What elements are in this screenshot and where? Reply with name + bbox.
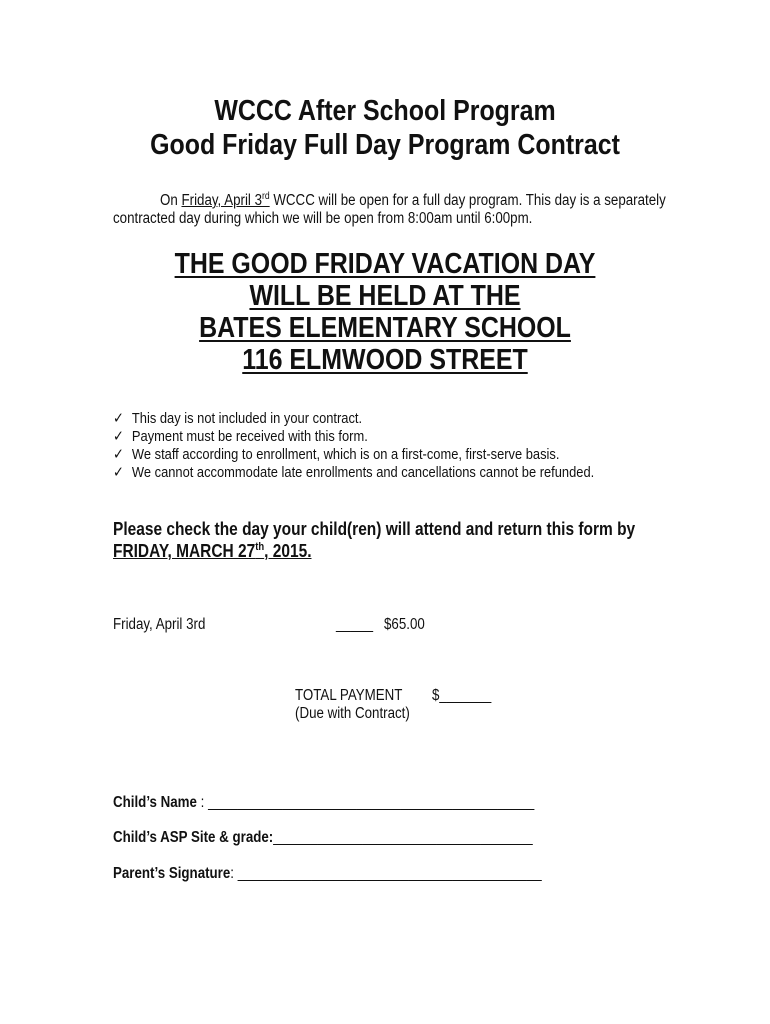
venue-announcement [0, 248, 770, 376]
venue-line-2: WILL BE HELD AT THE [249, 280, 521, 312]
check-icon: ✓ [113, 428, 124, 445]
intro-line-1 [160, 192, 748, 210]
parent-signature-label: Parent’s Signature [113, 865, 231, 882]
checklist-item: ✓ We staff according to enrollment, which is on a first-come, first-serve basis. [113, 446, 560, 463]
check-icon: ✓ [113, 410, 124, 427]
venue-line-4: 116 ELMWOOD STREET [242, 344, 528, 376]
title-line-1: WCCC After School Program [214, 95, 556, 127]
site-grade-field[interactable] [113, 829, 601, 847]
parent-signature-line[interactable]: _________________________________________ [237, 865, 542, 882]
venue-line-1: THE GOOD FRIDAY VACATION DAY [174, 248, 596, 280]
title-line-2: Good Friday Full Day Program Contract [150, 129, 620, 161]
document-title [0, 94, 770, 162]
deadline: FRIDAY, MARCH 27th, 2015. [113, 541, 312, 561]
intro-line-2: contracted day during which we will be open from 8:00am until 6:00pm. [113, 210, 533, 227]
checklist-item: ✓ Payment must be received with this form. [113, 428, 368, 445]
total-payment-label: TOTAL PAYMENT [295, 687, 403, 704]
intro-date: Friday, April 3rd [181, 191, 270, 209]
child-name-field[interactable]: Child’s Name : ____________________________________________ [113, 794, 535, 811]
option-price: $65.00 [384, 616, 425, 633]
policy-checklist [113, 410, 673, 482]
child-name-label: Child’s Name [113, 794, 197, 811]
check-icon: ✓ [113, 446, 124, 463]
site-grade-label: Child’s ASP Site & grade: [113, 829, 274, 846]
parent-signature-field[interactable]: Parent’s Signature: _________________________________________ [113, 865, 542, 882]
intro-prefix: On [160, 192, 182, 209]
checklist-item: ✓ This day is not included in your contract. [113, 410, 363, 427]
intro-text-1: WCCC will be open for a full day program. This day is a separately [269, 192, 666, 209]
option-day-label: Friday, April 3rd [113, 616, 206, 633]
site-grade-line[interactable]: ___________________________________ [273, 829, 533, 846]
total-amount-field[interactable]: $_______ [432, 687, 492, 704]
check-icon: ✓ [113, 464, 124, 481]
option-checkbox-blank[interactable]: _____ [336, 616, 374, 633]
instructions-line: Please check the day your child(ren) will attend and return this form by [113, 519, 636, 539]
child-name-line[interactable]: ____________________________________________ [208, 794, 535, 811]
instructions [113, 518, 720, 562]
total-payment-note: (Due with Contract) [295, 705, 410, 722]
venue-line-3: BATES ELEMENTARY SCHOOL [199, 312, 571, 344]
checklist-item: ✓ We cannot accommodate late enrollments and cancellations cannot be refunded. [113, 464, 595, 481]
